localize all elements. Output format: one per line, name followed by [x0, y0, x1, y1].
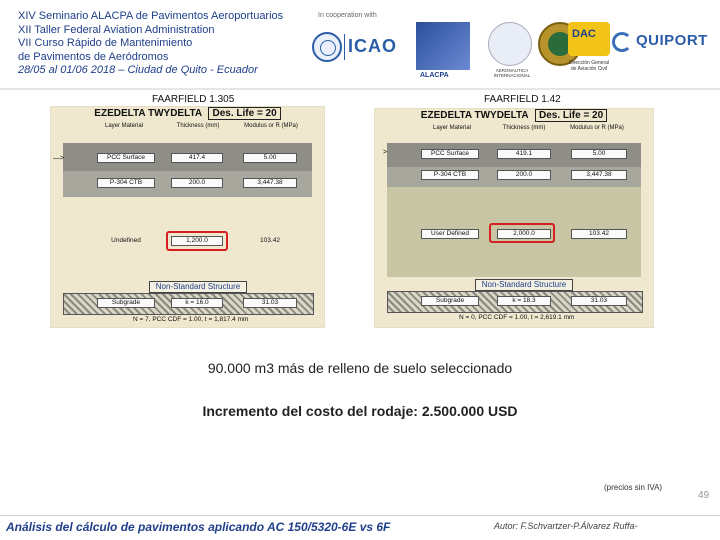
- event-line-1: XIV Seminario ALACPA de Pavimentos Aeroportuarios: [18, 10, 284, 22]
- left-title-text: EZEDELTA TWYDELTA: [94, 108, 202, 119]
- left-row1-material[interactable]: PCC Surface: [97, 153, 155, 163]
- logo-divider: [344, 34, 345, 60]
- page-number: 49: [698, 490, 710, 501]
- right-row3-thickness[interactable]: 2,000.0: [497, 229, 551, 239]
- left-row1-modulus[interactable]: 5.00: [243, 153, 297, 163]
- left-structure-title: [51, 108, 324, 119]
- right-nss-label: Non-Standard Structure: [475, 279, 573, 291]
- faa-logo: [484, 22, 540, 77]
- cooperation-label: In cooperation with: [318, 12, 377, 19]
- header-divider: [0, 88, 720, 90]
- right-subgrade-material[interactable]: Subgrade: [421, 296, 479, 306]
- left-design-life: Des. Life = 20: [208, 107, 280, 120]
- dac-caption: Dirección General de Aviación Civil: [568, 60, 610, 72]
- right-row3-material[interactable]: User Defined: [421, 229, 479, 239]
- right-row2-thickness[interactable]: 200.0: [497, 170, 551, 180]
- right-structure-panel: [374, 108, 654, 328]
- right-col-material: Layer Material: [432, 125, 471, 131]
- quiport-text: QUIPORT: [636, 32, 708, 49]
- left-row1-thickness[interactable]: 417.4: [171, 153, 223, 163]
- dac-logo: [566, 22, 612, 82]
- right-col-modulus: Modulus or R (MPa): [570, 125, 624, 131]
- alacpa-emblem: [416, 22, 470, 70]
- cost-increase-statement: Incremento del costo del rodaje: 2.500.000 USD: [202, 403, 518, 419]
- right-title-text: EZEDELTA TWYDELTA: [420, 110, 529, 121]
- right-panel-caption: FAARFIELD 1.42: [484, 94, 561, 105]
- icao-seal-logo: [312, 32, 342, 62]
- event-line-3: VII Curso Rápido de Mantenimiento: [18, 37, 193, 50]
- footer-title: Análisis del cálculo de pavimentos aplicando AC 150/5320-6E vs 6F: [6, 520, 391, 534]
- alacpa-label: ALACPA: [420, 72, 449, 79]
- right-structure-title: [375, 110, 653, 121]
- left-row-pointer: —>: [53, 155, 65, 162]
- left-row2-modulus[interactable]: 3,447.38: [243, 178, 297, 188]
- left-nss-label: Non-Standard Structure: [149, 281, 247, 293]
- faa-caption: AERONAUTICA INTERNACIONAL: [493, 68, 531, 78]
- left-col-modulus: Modulus or R (MPa): [244, 123, 298, 129]
- right-summary: N = 0, PCC CDF = 1.00, t = 2,619.1 mm: [459, 314, 575, 321]
- left-row2-thickness[interactable]: 200.0: [171, 178, 223, 188]
- right-row3-modulus[interactable]: 103.42: [571, 229, 627, 239]
- alacpa-logo: [412, 22, 474, 82]
- right-row1-material[interactable]: PCC Surface: [421, 149, 479, 159]
- left-row3-thickness[interactable]: 1,200.0: [171, 236, 223, 246]
- left-structure-panel: [50, 106, 325, 328]
- left-thickness-highlight: [166, 231, 228, 251]
- right-thickness-highlight: [489, 223, 555, 243]
- right-subgrade-modulus[interactable]: 31.03: [571, 296, 627, 306]
- left-row2-material[interactable]: P-304 CTB: [97, 178, 155, 188]
- right-subgrade-k[interactable]: k = 18.3: [497, 296, 551, 306]
- right-row1-thickness[interactable]: 419.1: [497, 149, 551, 159]
- left-row3-modulus[interactable]: 103.42: [243, 236, 297, 246]
- sponsor-logos: [312, 22, 717, 82]
- dac-text: DAC: [572, 28, 596, 40]
- faa-emblem: [488, 22, 532, 66]
- quiport-logo: [612, 28, 717, 58]
- left-col-material: Layer Material: [104, 123, 143, 129]
- right-row2-material[interactable]: P-304 CTB: [421, 170, 479, 180]
- left-subgrade-material[interactable]: Subgrade: [97, 298, 155, 308]
- right-row-pointer: >: [383, 149, 388, 156]
- right-col-thickness: Thickness (mm): [502, 125, 546, 131]
- icao-logo-text: ICAO: [348, 36, 397, 56]
- event-line-4: de Pavimentos de Aeródromos: [18, 50, 169, 63]
- event-dates: 28/05 al 01/06 2018 – Ciudad de Quito - Ecuador: [18, 64, 258, 77]
- event-line-2: XII Taller Federal Aviation Administration: [18, 23, 215, 36]
- fill-volume-statement: 90.000 m3 más de relleno de suelo seleccionado: [207, 360, 513, 376]
- price-note: (precios sin IVA): [604, 483, 663, 492]
- slide-header: [0, 0, 720, 90]
- quiport-mark-icon: [612, 32, 632, 52]
- right-design-life: Des. Life = 20: [535, 109, 607, 122]
- footer-divider: [0, 515, 720, 516]
- left-row3-material[interactable]: Undefined: [97, 236, 155, 246]
- left-subgrade-k[interactable]: k = 16.0: [171, 298, 223, 308]
- left-panel-caption: FAARFIELD 1.305: [152, 94, 235, 105]
- footer-author: Autor: F.Schvartzer-P.Álvarez Ruffa-: [494, 521, 638, 531]
- right-row1-modulus[interactable]: 5.00: [571, 149, 627, 159]
- left-summary: N = 7, PCC CDF = 1.00, t = 1,817.4 mm: [133, 316, 249, 323]
- left-subgrade-modulus[interactable]: 31.03: [243, 298, 297, 308]
- right-row2-modulus[interactable]: 3,447.38: [571, 170, 627, 180]
- left-col-thickness: Thickness (mm): [176, 123, 220, 129]
- event-title-block: [18, 10, 283, 78]
